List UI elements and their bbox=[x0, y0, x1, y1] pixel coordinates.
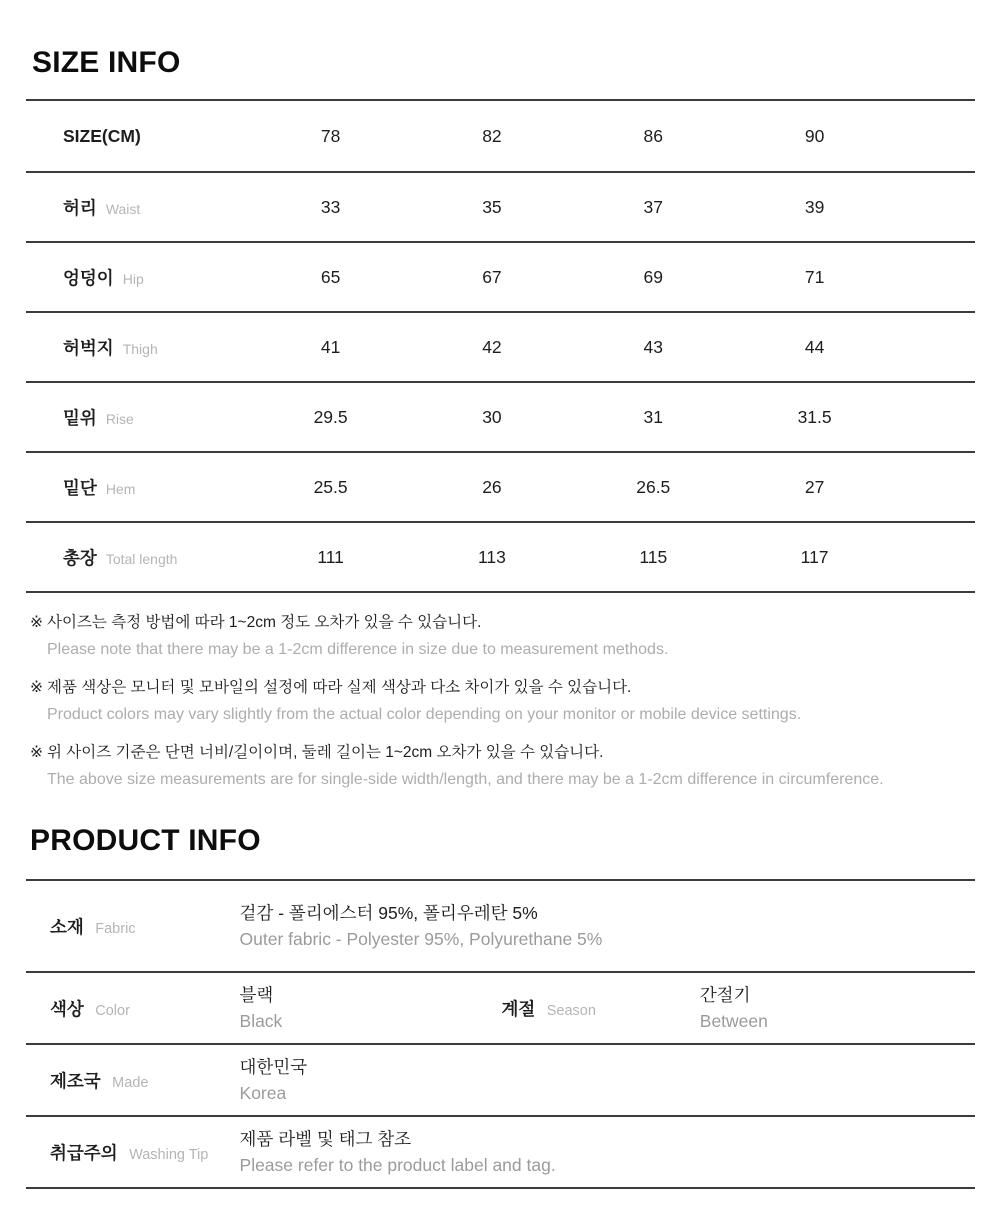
cell-value: 26.5 bbox=[636, 476, 671, 497]
product-row-fabric bbox=[26, 880, 975, 972]
cell-value: 65 bbox=[320, 266, 341, 287]
product-value-en: Please refer to the product label and tag. bbox=[239, 1155, 556, 1175]
size-row-waist bbox=[26, 172, 975, 242]
cell-value: 115 bbox=[639, 546, 668, 567]
spacer-cell bbox=[895, 382, 975, 452]
size-info-title: SIZE INFO bbox=[32, 46, 181, 79]
note-text-ko: 사이즈는 측정 방법에 따라 1~2cm 정도 오차가 있을 수 있습니다. bbox=[47, 614, 482, 631]
product-info-section bbox=[26, 824, 975, 1189]
product-value-en: Between bbox=[699, 1011, 768, 1031]
product-label-en: Washing Tip bbox=[129, 1146, 209, 1163]
note-marker: ※ bbox=[30, 744, 43, 761]
note-text-ko: 위 사이즈 기준은 단면 너비/길이이며, 둘레 길이는 1~2cm 오차가 있을 수 있습니다. bbox=[47, 744, 604, 761]
product-value-en: Outer fabric - Polyester 95%, Polyurethane 5% bbox=[239, 929, 603, 949]
cell-value: 25.5 bbox=[313, 476, 348, 497]
row-label-ko: 밑단 bbox=[63, 477, 97, 498]
product-label-en: Color bbox=[95, 1002, 130, 1019]
product-label-ko: 취급주의 bbox=[50, 1142, 118, 1163]
size-notes bbox=[26, 609, 975, 793]
product-value-ko: 대한민국 bbox=[239, 1057, 308, 1077]
product-info-title: PRODUCT INFO bbox=[30, 824, 261, 857]
size-row-thigh bbox=[26, 312, 975, 382]
size-column-90: 90 bbox=[804, 125, 825, 146]
product-value-ko: 겉감 - 폴리에스터 95%, 폴리우레탄 5% bbox=[239, 903, 538, 923]
note-marker: ※ bbox=[30, 614, 43, 631]
product-row-made bbox=[26, 1044, 975, 1116]
cell-value: 71 bbox=[804, 266, 825, 287]
note-text-en: Product colors may vary slightly from the actual color depending on your monitor or mobile device settings. bbox=[47, 706, 802, 723]
cell-value: 27 bbox=[804, 476, 825, 497]
size-table-header-row bbox=[26, 100, 975, 172]
row-label-en: Rise bbox=[105, 410, 134, 427]
note-marker: ※ bbox=[30, 679, 43, 696]
row-label-en: Hip bbox=[122, 270, 144, 287]
cell-value: 111 bbox=[317, 546, 344, 567]
row-label-ko: 엉덩이 bbox=[63, 267, 114, 288]
row-label-ko: 허벅지 bbox=[63, 337, 114, 358]
size-table bbox=[26, 99, 975, 593]
row-label-en: Waist bbox=[105, 200, 141, 217]
row-label-en: Hem bbox=[105, 480, 136, 497]
product-label-ko: 색상 bbox=[50, 998, 84, 1019]
cell-value: 117 bbox=[800, 546, 829, 567]
size-row-rise bbox=[26, 382, 975, 452]
note-text-en: The above size measurements are for single-side width/length, and there may be a 1-2cm difference in circumference. bbox=[47, 771, 884, 788]
product-value-ko: 간절기 bbox=[699, 985, 751, 1005]
cell-value: 113 bbox=[477, 546, 506, 567]
cell-value: 44 bbox=[804, 336, 825, 357]
cell-value: 31.5 bbox=[797, 406, 832, 427]
row-label-ko: 총장 bbox=[63, 547, 97, 568]
product-table bbox=[26, 879, 975, 1189]
row-label-ko: 허리 bbox=[63, 197, 97, 218]
product-value-ko: 블랙 bbox=[239, 985, 274, 1005]
product-value-en: Black bbox=[239, 1011, 283, 1031]
cell-value: 31 bbox=[643, 406, 663, 427]
size-column-86: 86 bbox=[643, 125, 663, 146]
product-value-en: Korea bbox=[239, 1083, 287, 1103]
row-label-en: Thigh bbox=[122, 340, 158, 357]
product-label-en: Made bbox=[112, 1074, 149, 1091]
size-info-section bbox=[26, 0, 975, 793]
product-label-ko: 소재 bbox=[50, 916, 84, 937]
size-column-82: 82 bbox=[482, 125, 502, 146]
cell-value: 26 bbox=[482, 476, 502, 497]
note-text-en: Please note that there may be a 1-2cm difference in size due to measurement methods. bbox=[47, 641, 669, 658]
size-column-78: 78 bbox=[320, 125, 341, 146]
row-label-en: Total length bbox=[105, 550, 178, 567]
spacer-cell bbox=[895, 522, 975, 592]
note-single-side-measure bbox=[30, 739, 975, 793]
cell-value: 35 bbox=[482, 196, 502, 217]
cell-value: 67 bbox=[482, 266, 502, 287]
product-label-en: Fabric bbox=[95, 920, 136, 937]
cell-value: 69 bbox=[643, 266, 663, 287]
cell-value: 30 bbox=[482, 406, 502, 427]
cell-value: 42 bbox=[482, 336, 502, 357]
product-label-ko: 계절 bbox=[501, 998, 536, 1019]
spacer-cell bbox=[895, 452, 975, 522]
note-text-ko: 제품 색상은 모니터 및 모바일의 설정에 따라 실제 색상과 다소 차이가 있을 수 있습니다. bbox=[47, 679, 632, 696]
size-table-header-label: SIZE(CM) bbox=[63, 125, 141, 146]
cell-value: 33 bbox=[320, 196, 341, 217]
size-row-hip bbox=[26, 242, 975, 312]
note-color-difference bbox=[30, 674, 975, 728]
size-row-hem bbox=[26, 452, 975, 522]
cell-value: 39 bbox=[804, 196, 825, 217]
row-label-ko: 밑위 bbox=[63, 407, 97, 428]
note-measurement-tolerance bbox=[30, 609, 975, 663]
cell-value: 41 bbox=[320, 336, 341, 357]
size-row-total-length bbox=[26, 522, 975, 592]
cell-value: 37 bbox=[643, 196, 663, 217]
product-label-ko: 제조국 bbox=[50, 1070, 101, 1091]
cell-value: 29.5 bbox=[313, 406, 348, 427]
spacer-cell bbox=[895, 242, 975, 312]
page-container bbox=[26, 0, 975, 1189]
product-row-washing-tip bbox=[26, 1116, 975, 1188]
spacer-cell bbox=[895, 100, 975, 172]
spacer-cell bbox=[895, 172, 975, 242]
product-label-en: Season bbox=[546, 1002, 596, 1019]
spacer-cell bbox=[895, 312, 975, 382]
product-row-color-season bbox=[26, 972, 975, 1044]
cell-value: 43 bbox=[643, 336, 663, 357]
product-value-ko: 제품 라벨 및 태그 참조 bbox=[239, 1129, 412, 1149]
